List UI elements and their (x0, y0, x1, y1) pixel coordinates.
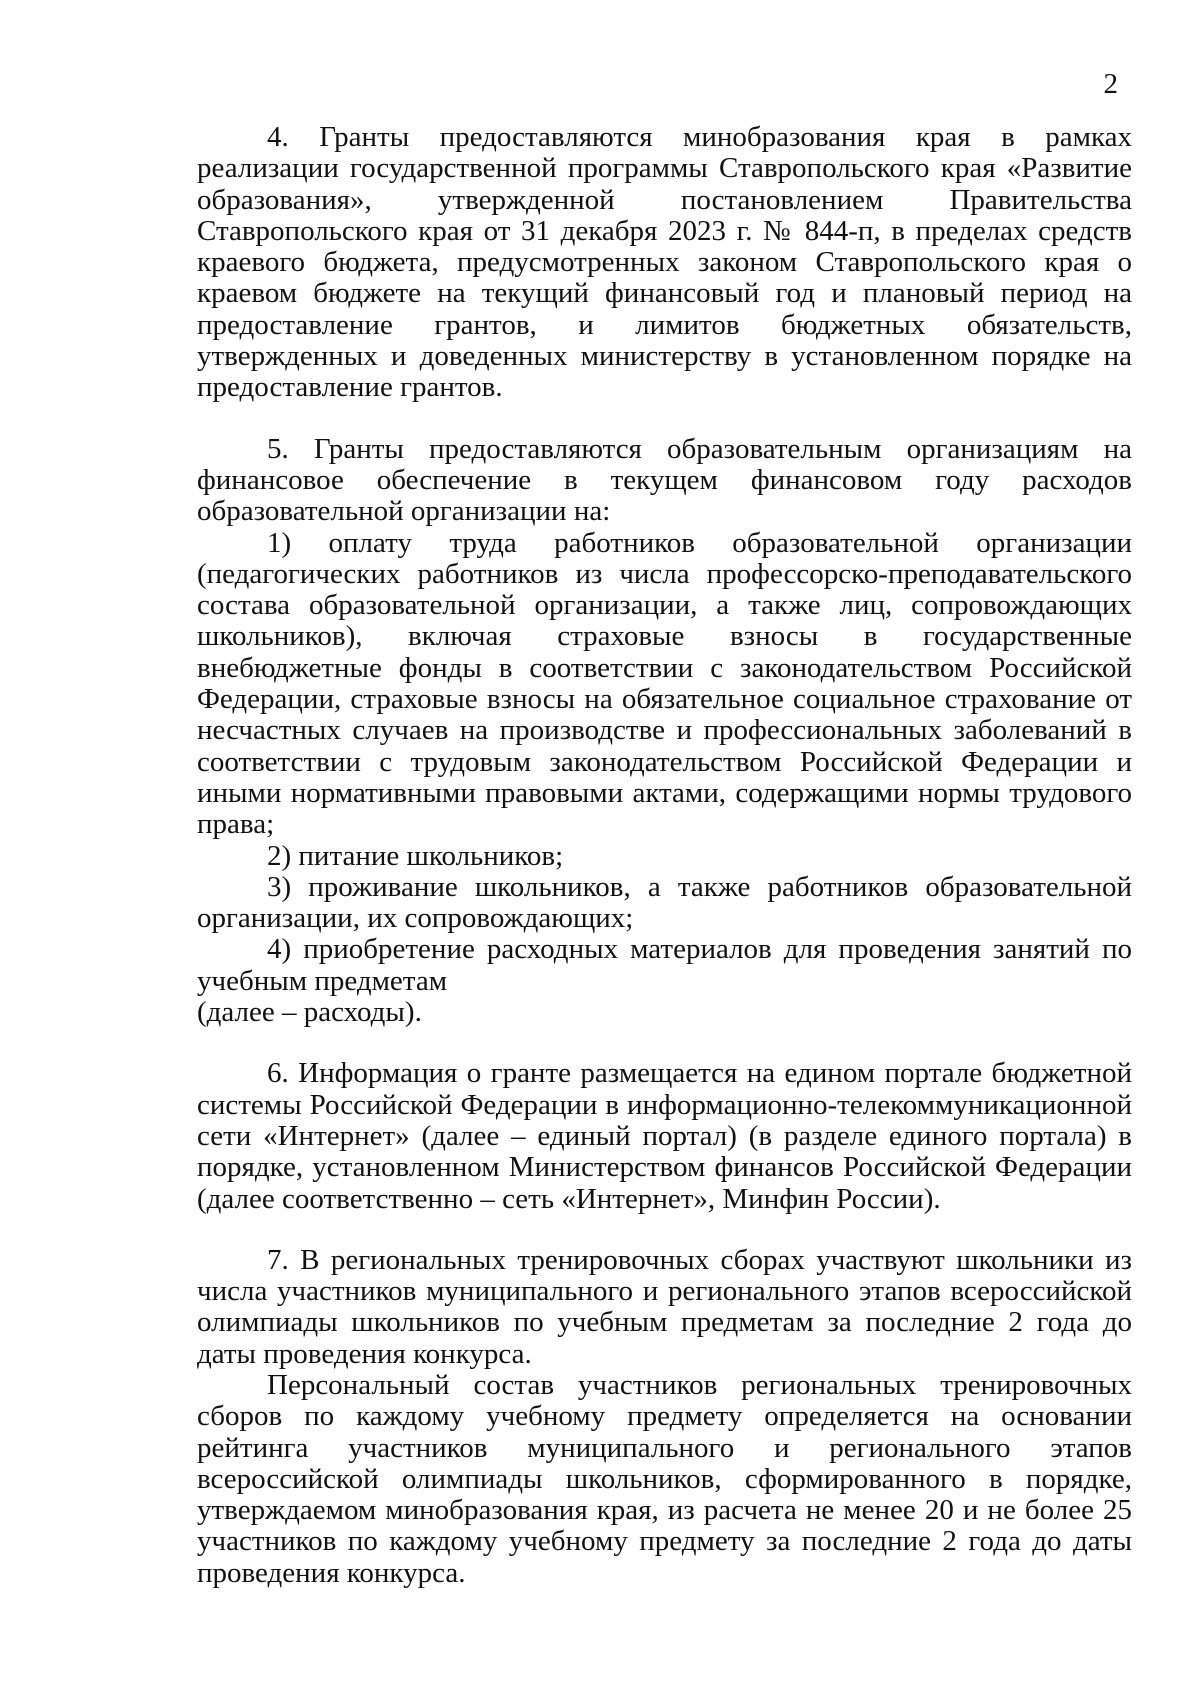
paragraph-7-participants: 7. В региональных тренировочных сборах участвуют школьники из числа участников муниципального и регионального этапов всероссийской олимпиады школьников по учебным предметам за последние 2 года до даты проведения конкурса. (197, 1243, 1132, 1370)
list-item-4-materials: 4) приобретение расходных материалов для проведения занятий по учебным предметам (197, 933, 1132, 997)
list-item-1-labor: 1) оплату труда работников образовательной организации (педагогических работников из числа профессорско-преподавательского состава образовательной организации, а также лиц, сопровождающих школьников), включая страховые взносы в государственные внебюджетные фонды в соответствии с законодательством Российской Федерации, страховые взносы на обязательное социальное страхование от несчастных случаев на производстве и профессиональных заболеваний в соответствии с трудовым законодательством Российской Федерации и иными нормативными правовыми актами, содержащими нормы трудового права; (197, 526, 1132, 841)
paragraph-5-grants-purpose: 5. Гранты предоставляются образовательным организациям на финансовое обеспечение в текущем финансовом году расходов образовательной организации на: (197, 432, 1132, 528)
list-item-3-accommodation: 3) проживание школьников, а также работников образовательной организации, их сопровождающих; (197, 870, 1132, 935)
document-body (197, 122, 1132, 1589)
list-item-2-meals: 2) питание школьников; (267, 839, 564, 872)
paragraph-7-personal-composition: Персональный состав участников региональных тренировочных сборов по каждому учебному предмету определяется на основании рейтинга участников муниципального и регионального этапов всероссийской олимпиады школьников, сформированного в порядке, утверждаемом минобразования края, из расчета не менее 20 и не более 25 участников по каждому учебному предмету за последние 2 года до даты проведения конкурса. (197, 1368, 1132, 1589)
paragraph-spacer (197, 404, 1132, 434)
expenses-definition: (далее – расходы). (197, 996, 422, 1029)
paragraph-spacer (197, 1215, 1132, 1245)
page-number: 2 (1103, 68, 1118, 100)
paragraph-4-grants-source: 4. Гранты предоставляются минобразования края в рамках реализации государственной программы Ставропольского края «Развитие образования», утвержденной постановлением Правительства Ставропольского края от 31 декабря 2023 г. № 844-п, в пределах средств краевого бюджета, предусмотренных законом Ставропольского края о краевом бюджете на текущий финансовый год и плановый период на предоставление грантов, и лимитов бюджетных обязательств, утвержденных и доведенных министерству в установленном порядке на предоставление грантов. (197, 121, 1132, 404)
paragraph-spacer (197, 1028, 1132, 1058)
paragraph-6-grant-information: 6. Информация о гранте размещается на едином портале бюджетной системы Российской Федерации в информационно-телекоммуникационной сети «Интернет» (далее – единый портал) (в разделе единого портала) в порядке, установленном Министерством финансов Российской Федерации (далее соответственно – сеть «Интернет», Минфин России). (197, 1057, 1132, 1215)
